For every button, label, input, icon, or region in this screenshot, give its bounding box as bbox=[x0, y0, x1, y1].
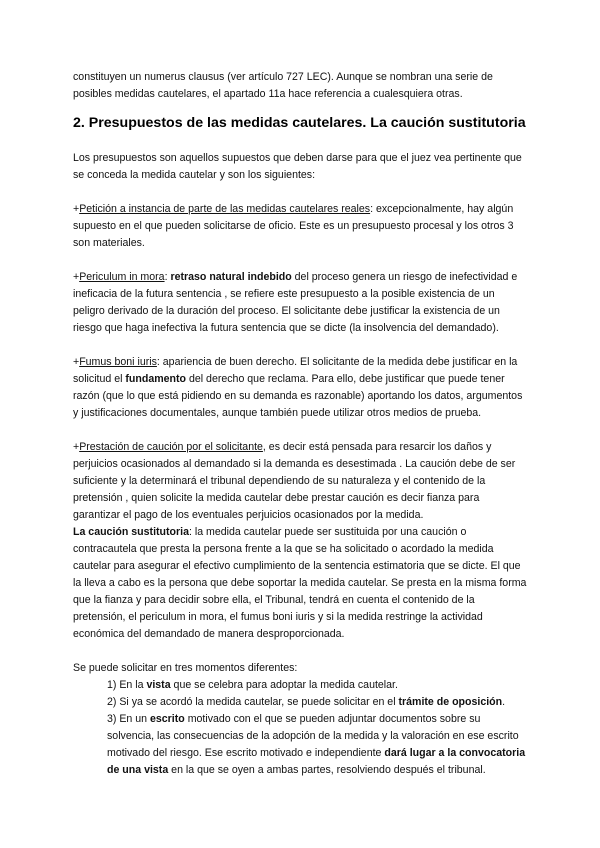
item2-pre: 2) Si ya se acordó la medida cautelar, se puede solicitar en el bbox=[107, 696, 399, 708]
section-heading: 2. Presupuestos de las medidas cautelares. La caución sustitutoria bbox=[73, 115, 526, 131]
fumus-text-pre: : apariencia de buen derecho. El solicitante de la medida debe justificar en la solicitud el bbox=[73, 356, 518, 385]
periculum-colon: : bbox=[164, 271, 171, 283]
fumus-title: Fumus boni iuris bbox=[79, 356, 157, 368]
prestacion-text: , es decir está pensada para resarcir los daños y perjuicios ocasionados al demandado si la demanda es desestimada . La caución debe de ser suficiente y la determinará el tribunal dependiendo de su naturaleza y el contenido de la pretensión , quien solicite la medida cautelar debe prestar caución es decir fianza para garantizar el pago de los eventuales perjuicios ocasionados por la medida. bbox=[73, 441, 516, 521]
fumus-bold: fundamento bbox=[125, 373, 187, 385]
intro-paragraph: constituyen un numerus clausus (ver artículo 727 LEC). Aunque se nombran una serie de posibles medidas cautelares, el apartado 11a hace referencia a cualesquiera otras. bbox=[73, 71, 493, 100]
plus-marker: + bbox=[73, 203, 80, 215]
item1-bold: vista bbox=[146, 679, 171, 691]
periculum-text: del proceso genera un riesgo de inefectividad e ineficacia de la futura sentencia , se refiere este presupuesto a la posible existencia de un peligro derivado de la duración del proceso. El solicitante debe justificar la existencia de un riesgo que haga inefectiva la futura sentencia que se dicte (la insolvencia del demandado). bbox=[73, 271, 518, 334]
item3-pre: 3) En un bbox=[107, 713, 150, 725]
peticion-text: : excepcionalmente, hay algún supuesto en el que pueden solicitarse de oficio. Este es un presupuesto procesal y los otros 3 son materiales. bbox=[73, 203, 514, 249]
list-item bbox=[107, 677, 528, 694]
fumus-text: del derecho que reclama. Para ello, debe justificar que puede tener razón (que lo que está pidiendo en su demanda es razonable) aportando los datos, argumentos y justificaciones documentales, aunque también puede utilizar otros medios de prueba. bbox=[73, 373, 523, 419]
periculum-title: Periculum in mora bbox=[79, 271, 165, 283]
list-item bbox=[107, 694, 528, 711]
caucion-text: : la medida cautelar puede ser sustituida por una caución o contracautela que presta la persona frente a la que se ha solicitado o acordado la medida cautelar para asegurar el efectivo cumplimiento de la sentencia estimatoria que se dicte. El que la lleva a cabo es la persona que debe soportar la medida cautelar. Se presta en la misma forma que la fianza y para decidir sobre ella, el Tribunal, tendrá en cuenta el contenido de la pretensión, el periculum in mora, el fumus boni iuris y si la medida restringe la actividad económica del demandado de manera desproporcionada. bbox=[73, 526, 527, 640]
plus-marker: + bbox=[73, 271, 80, 283]
momentos-list bbox=[73, 677, 528, 779]
item3-bold2: dará lugar a la convocatoria de una vista bbox=[107, 747, 526, 776]
item2-bold: trámite de oposición bbox=[398, 696, 503, 708]
prestacion-title: Prestación de caución por el solicitante bbox=[79, 441, 263, 453]
caucion-title: La caución sustitutoria bbox=[73, 526, 189, 538]
item3-mid: motivado con el que se pueden adjuntar documentos sobre su solvencia, las consecuencias de la adopción de la medida y la valoración en ese escrito motivado del riesgo. Ese escrito motivado e independiente bbox=[107, 713, 519, 759]
item2-text: . bbox=[502, 696, 506, 708]
fumus-paragraph bbox=[73, 354, 528, 422]
item1-pre: 1) En la bbox=[107, 679, 147, 691]
item1-text: que se celebra para adoptar la medida cautelar. bbox=[170, 679, 398, 691]
document-page bbox=[73, 69, 528, 779]
peticion-paragraph bbox=[73, 201, 528, 252]
peticion-title: Petición a instancia de parte de las medidas cautelares reales bbox=[79, 203, 371, 215]
list-item bbox=[107, 711, 528, 779]
prestacion-paragraph bbox=[73, 439, 528, 524]
periculum-paragraph bbox=[73, 269, 528, 337]
momentos-paragraph: Se puede solicitar en tres momentos diferentes: bbox=[73, 662, 298, 674]
periculum-bold: retraso natural indebido bbox=[170, 271, 292, 283]
presupuestos-paragraph: Los presupuestos son aquellos supuestos que deben darse para que el juez vea pertinente que se conceda la medida cautelar y son los siguientes: bbox=[73, 152, 522, 181]
item3-text: en la que se oyen a ambas partes, resolviendo después el tribunal. bbox=[168, 764, 486, 776]
plus-marker: + bbox=[73, 356, 80, 368]
plus-marker: + bbox=[73, 441, 80, 453]
caucion-paragraph bbox=[73, 524, 528, 643]
item3-bold: escrito bbox=[150, 713, 185, 725]
